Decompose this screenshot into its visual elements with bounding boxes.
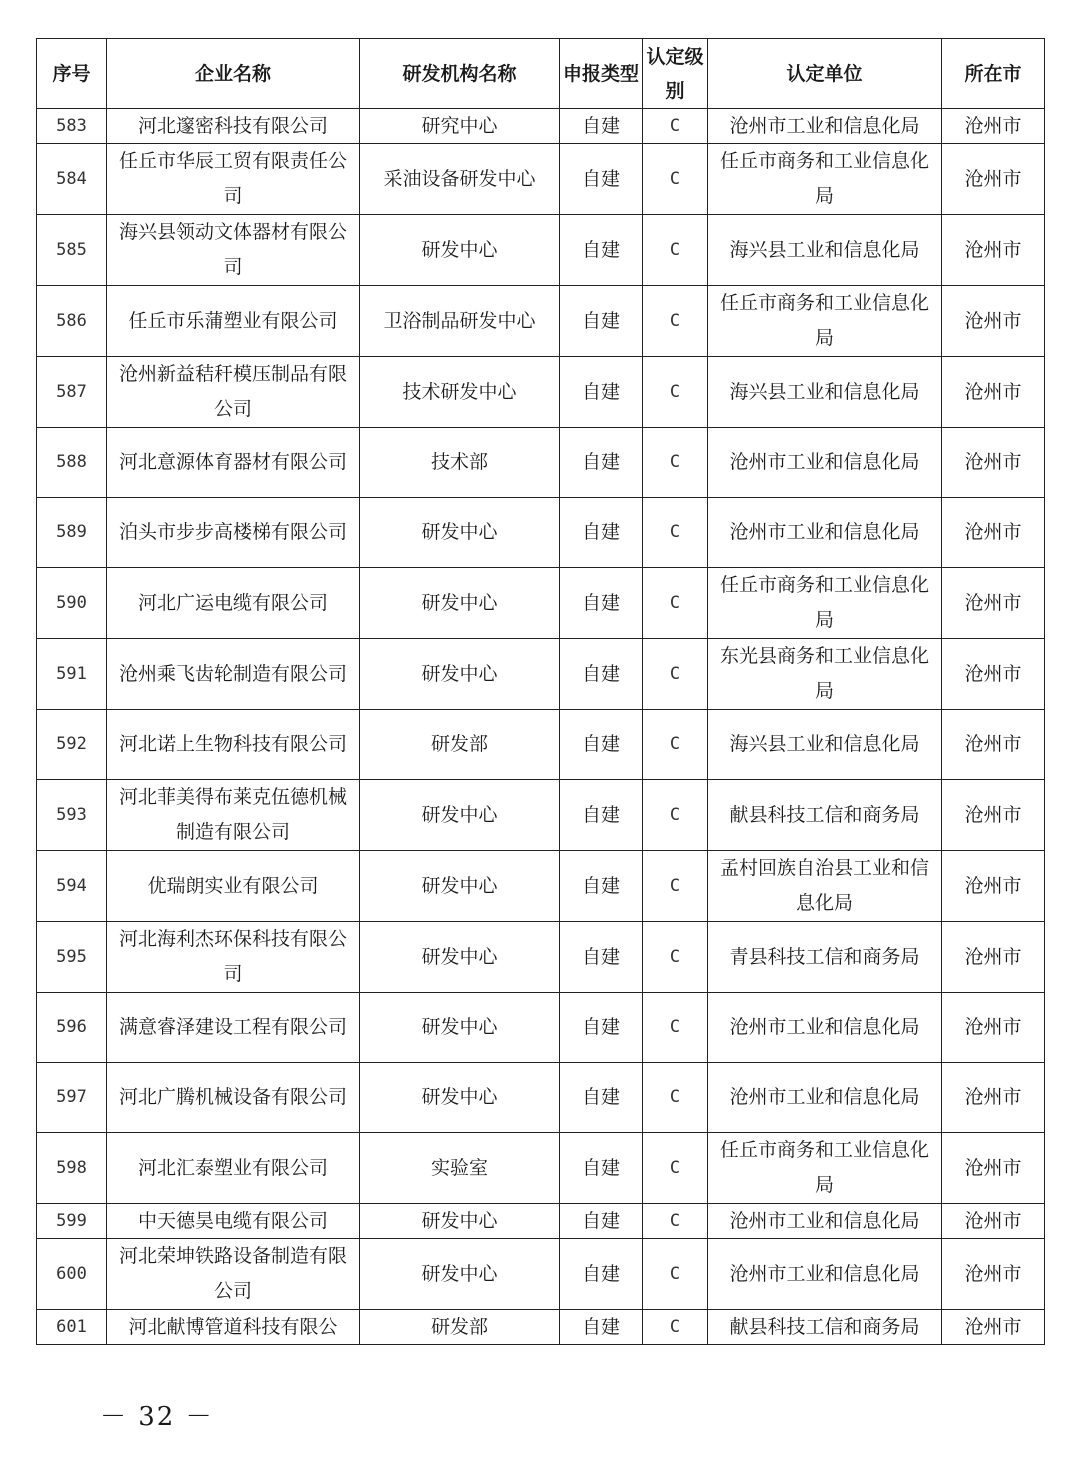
- cell-city: 沧州市: [942, 639, 1045, 710]
- cell-company: 河北荣坤铁路设备制造有限公司: [107, 1239, 360, 1310]
- cell-type: 自建: [560, 286, 643, 357]
- cell-company: 河北意源体育器材有限公司: [107, 428, 360, 498]
- cell-city: 沧州市: [942, 286, 1045, 357]
- cell-institution: 研发中心: [360, 498, 560, 568]
- table-row: [37, 357, 1045, 428]
- header-city: 所在市: [942, 39, 1045, 109]
- cell-unit: 孟村回族自治县工业和信息化局: [708, 851, 942, 922]
- table-row: [37, 1063, 1045, 1133]
- cell-city: 沧州市: [942, 498, 1045, 568]
- cell-type: 自建: [560, 780, 643, 851]
- cell-unit: 海兴县工业和信息化局: [708, 710, 942, 780]
- cell-institution: 研发中心: [360, 780, 560, 851]
- table-row: [37, 851, 1045, 922]
- cell-institution: 研究中心: [360, 109, 560, 144]
- cell-city: 沧州市: [942, 1310, 1045, 1345]
- cell-level: C: [643, 993, 708, 1063]
- cell-level: C: [643, 851, 708, 922]
- cell-level: C: [643, 1310, 708, 1345]
- cell-institution: 研发中心: [360, 1204, 560, 1239]
- cell-seq: 594: [37, 851, 107, 922]
- cell-institution: 研发中心: [360, 568, 560, 639]
- cell-institution: 研发中心: [360, 1063, 560, 1133]
- cell-unit: 沧州市工业和信息化局: [708, 1204, 942, 1239]
- cell-unit: 沧州市工业和信息化局: [708, 428, 942, 498]
- cell-company: 任丘市华辰工贸有限责任公司: [107, 144, 360, 215]
- cell-type: 自建: [560, 639, 643, 710]
- table-row: [37, 498, 1045, 568]
- cell-type: 自建: [560, 568, 643, 639]
- cell-company: 河北广运电缆有限公司: [107, 568, 360, 639]
- cell-city: 沧州市: [942, 1204, 1045, 1239]
- cell-unit: 沧州市工业和信息化局: [708, 109, 942, 144]
- cell-unit: 任丘市商务和工业信息化局: [708, 286, 942, 357]
- table-row: [37, 428, 1045, 498]
- cell-company: 河北广腾机械设备有限公司: [107, 1063, 360, 1133]
- cell-company: 河北献博管道科技有限公: [107, 1310, 360, 1345]
- cell-company: 河北海利杰环保科技有限公司: [107, 922, 360, 993]
- table-body: [37, 109, 1045, 1345]
- cell-institution: 研发中心: [360, 639, 560, 710]
- cell-institution: 研发部: [360, 1310, 560, 1345]
- table-row: [37, 1204, 1045, 1239]
- cell-type: 自建: [560, 215, 643, 286]
- cell-institution: 研发中心: [360, 215, 560, 286]
- cell-company: 中天德昊电缆有限公司: [107, 1204, 360, 1239]
- cell-seq: 591: [37, 639, 107, 710]
- cell-company: 泊头市步步高楼梯有限公司: [107, 498, 360, 568]
- cell-type: 自建: [560, 357, 643, 428]
- cell-institution: 研发部: [360, 710, 560, 780]
- cell-institution: 卫浴制品研发中心: [360, 286, 560, 357]
- cell-level: C: [643, 428, 708, 498]
- cell-company: 河北菲美得布莱克伍德机械制造有限公司: [107, 780, 360, 851]
- cell-type: 自建: [560, 144, 643, 215]
- header-type: 申报类型: [560, 39, 643, 109]
- cell-institution: 采油设备研发中心: [360, 144, 560, 215]
- cell-city: 沧州市: [942, 851, 1045, 922]
- cell-unit: 任丘市商务和工业信息化局: [708, 1133, 942, 1204]
- cell-seq: 596: [37, 993, 107, 1063]
- cell-institution: 研发中心: [360, 922, 560, 993]
- cell-seq: 601: [37, 1310, 107, 1345]
- cell-seq: 598: [37, 1133, 107, 1204]
- cell-level: C: [643, 1239, 708, 1310]
- cell-type: 自建: [560, 851, 643, 922]
- table-row: [37, 780, 1045, 851]
- header-institution: 研发机构名称: [360, 39, 560, 109]
- cell-level: C: [643, 109, 708, 144]
- cell-city: 沧州市: [942, 710, 1045, 780]
- cell-company: 沧州乘飞齿轮制造有限公司: [107, 639, 360, 710]
- cell-city: 沧州市: [942, 1239, 1045, 1310]
- cell-institution: 研发中心: [360, 851, 560, 922]
- cell-unit: 海兴县工业和信息化局: [708, 215, 942, 286]
- table-row: [37, 922, 1045, 993]
- cell-level: C: [643, 215, 708, 286]
- cell-type: 自建: [560, 1239, 643, 1310]
- cell-level: C: [643, 922, 708, 993]
- cell-city: 沧州市: [942, 1063, 1045, 1133]
- cell-type: 自建: [560, 710, 643, 780]
- cell-seq: 592: [37, 710, 107, 780]
- cell-seq: 583: [37, 109, 107, 144]
- cell-company: 满意睿泽建设工程有限公司: [107, 993, 360, 1063]
- cell-type: 自建: [560, 1133, 643, 1204]
- cell-seq: 600: [37, 1239, 107, 1310]
- cell-city: 沧州市: [942, 1133, 1045, 1204]
- cell-company: 优瑞朗实业有限公司: [107, 851, 360, 922]
- cell-type: 自建: [560, 993, 643, 1063]
- table-row: [37, 639, 1045, 710]
- table-row: [37, 109, 1045, 144]
- cell-unit: 献县科技工信和商务局: [708, 780, 942, 851]
- cell-seq: 597: [37, 1063, 107, 1133]
- cell-seq: 584: [37, 144, 107, 215]
- cell-seq: 587: [37, 357, 107, 428]
- cell-unit: 沧州市工业和信息化局: [708, 993, 942, 1063]
- cell-company: 河北汇泰塑业有限公司: [107, 1133, 360, 1204]
- cell-type: 自建: [560, 428, 643, 498]
- cell-type: 自建: [560, 498, 643, 568]
- page-number: － 32 －: [100, 1402, 214, 1432]
- cell-city: 沧州市: [942, 428, 1045, 498]
- cell-level: C: [643, 639, 708, 710]
- cell-city: 沧州市: [942, 144, 1045, 215]
- cell-type: 自建: [560, 922, 643, 993]
- table-row: [37, 215, 1045, 286]
- cell-company: 任丘市乐蒲塑业有限公司: [107, 286, 360, 357]
- cell-city: 沧州市: [942, 568, 1045, 639]
- cell-level: C: [643, 1204, 708, 1239]
- cell-type: 自建: [560, 1204, 643, 1239]
- cell-unit: 任丘市商务和工业信息化局: [708, 144, 942, 215]
- table-row: [37, 1133, 1045, 1204]
- cell-institution: 实验室: [360, 1133, 560, 1204]
- cell-level: C: [643, 710, 708, 780]
- table-row: [37, 568, 1045, 639]
- cell-level: C: [643, 357, 708, 428]
- cell-seq: 588: [37, 428, 107, 498]
- header-seq: 序号: [37, 39, 107, 109]
- cell-type: 自建: [560, 1310, 643, 1345]
- cell-level: C: [643, 1133, 708, 1204]
- cell-seq: 590: [37, 568, 107, 639]
- cell-city: 沧州市: [942, 993, 1045, 1063]
- cell-unit: 沧州市工业和信息化局: [708, 1239, 942, 1310]
- cell-unit: 青县科技工信和商务局: [708, 922, 942, 993]
- header-level: 认定级别: [643, 39, 708, 109]
- cell-city: 沧州市: [942, 922, 1045, 993]
- cell-type: 自建: [560, 1063, 643, 1133]
- table-row: [37, 286, 1045, 357]
- cell-institution: 研发中心: [360, 1239, 560, 1310]
- cell-company: 河北邃密科技有限公司: [107, 109, 360, 144]
- cell-seq: 586: [37, 286, 107, 357]
- cell-city: 沧州市: [942, 109, 1045, 144]
- cell-type: 自建: [560, 109, 643, 144]
- cell-unit: 沧州市工业和信息化局: [708, 1063, 942, 1133]
- cell-level: C: [643, 780, 708, 851]
- cell-seq: 589: [37, 498, 107, 568]
- table-row: [37, 710, 1045, 780]
- cell-level: C: [643, 498, 708, 568]
- cell-unit: 海兴县工业和信息化局: [708, 357, 942, 428]
- cell-company: 海兴县领动文体器材有限公司: [107, 215, 360, 286]
- cell-institution: 技术部: [360, 428, 560, 498]
- cell-seq: 595: [37, 922, 107, 993]
- cell-company: 河北诺上生物科技有限公司: [107, 710, 360, 780]
- cell-city: 沧州市: [942, 780, 1045, 851]
- table-row: [37, 993, 1045, 1063]
- cell-seq: 593: [37, 780, 107, 851]
- cell-institution: 研发中心: [360, 993, 560, 1063]
- cell-unit: 任丘市商务和工业信息化局: [708, 568, 942, 639]
- table-row: [37, 1239, 1045, 1310]
- cell-unit: 献县科技工信和商务局: [708, 1310, 942, 1345]
- cell-institution: 技术研发中心: [360, 357, 560, 428]
- table-header-row: [37, 39, 1045, 109]
- table-row: [37, 1310, 1045, 1345]
- cell-unit: 沧州市工业和信息化局: [708, 498, 942, 568]
- cell-seq: 585: [37, 215, 107, 286]
- cell-seq: 599: [37, 1204, 107, 1239]
- cell-city: 沧州市: [942, 215, 1045, 286]
- cell-level: C: [643, 144, 708, 215]
- cell-level: C: [643, 568, 708, 639]
- cell-level: C: [643, 286, 708, 357]
- header-unit: 认定单位: [708, 39, 942, 109]
- enterprise-rd-table: [36, 38, 1045, 1345]
- cell-city: 沧州市: [942, 357, 1045, 428]
- header-company: 企业名称: [107, 39, 360, 109]
- cell-company: 沧州新益秸秆模压制品有限公司: [107, 357, 360, 428]
- cell-unit: 东光县商务和工业信息化局: [708, 639, 942, 710]
- cell-level: C: [643, 1063, 708, 1133]
- table-row: [37, 144, 1045, 215]
